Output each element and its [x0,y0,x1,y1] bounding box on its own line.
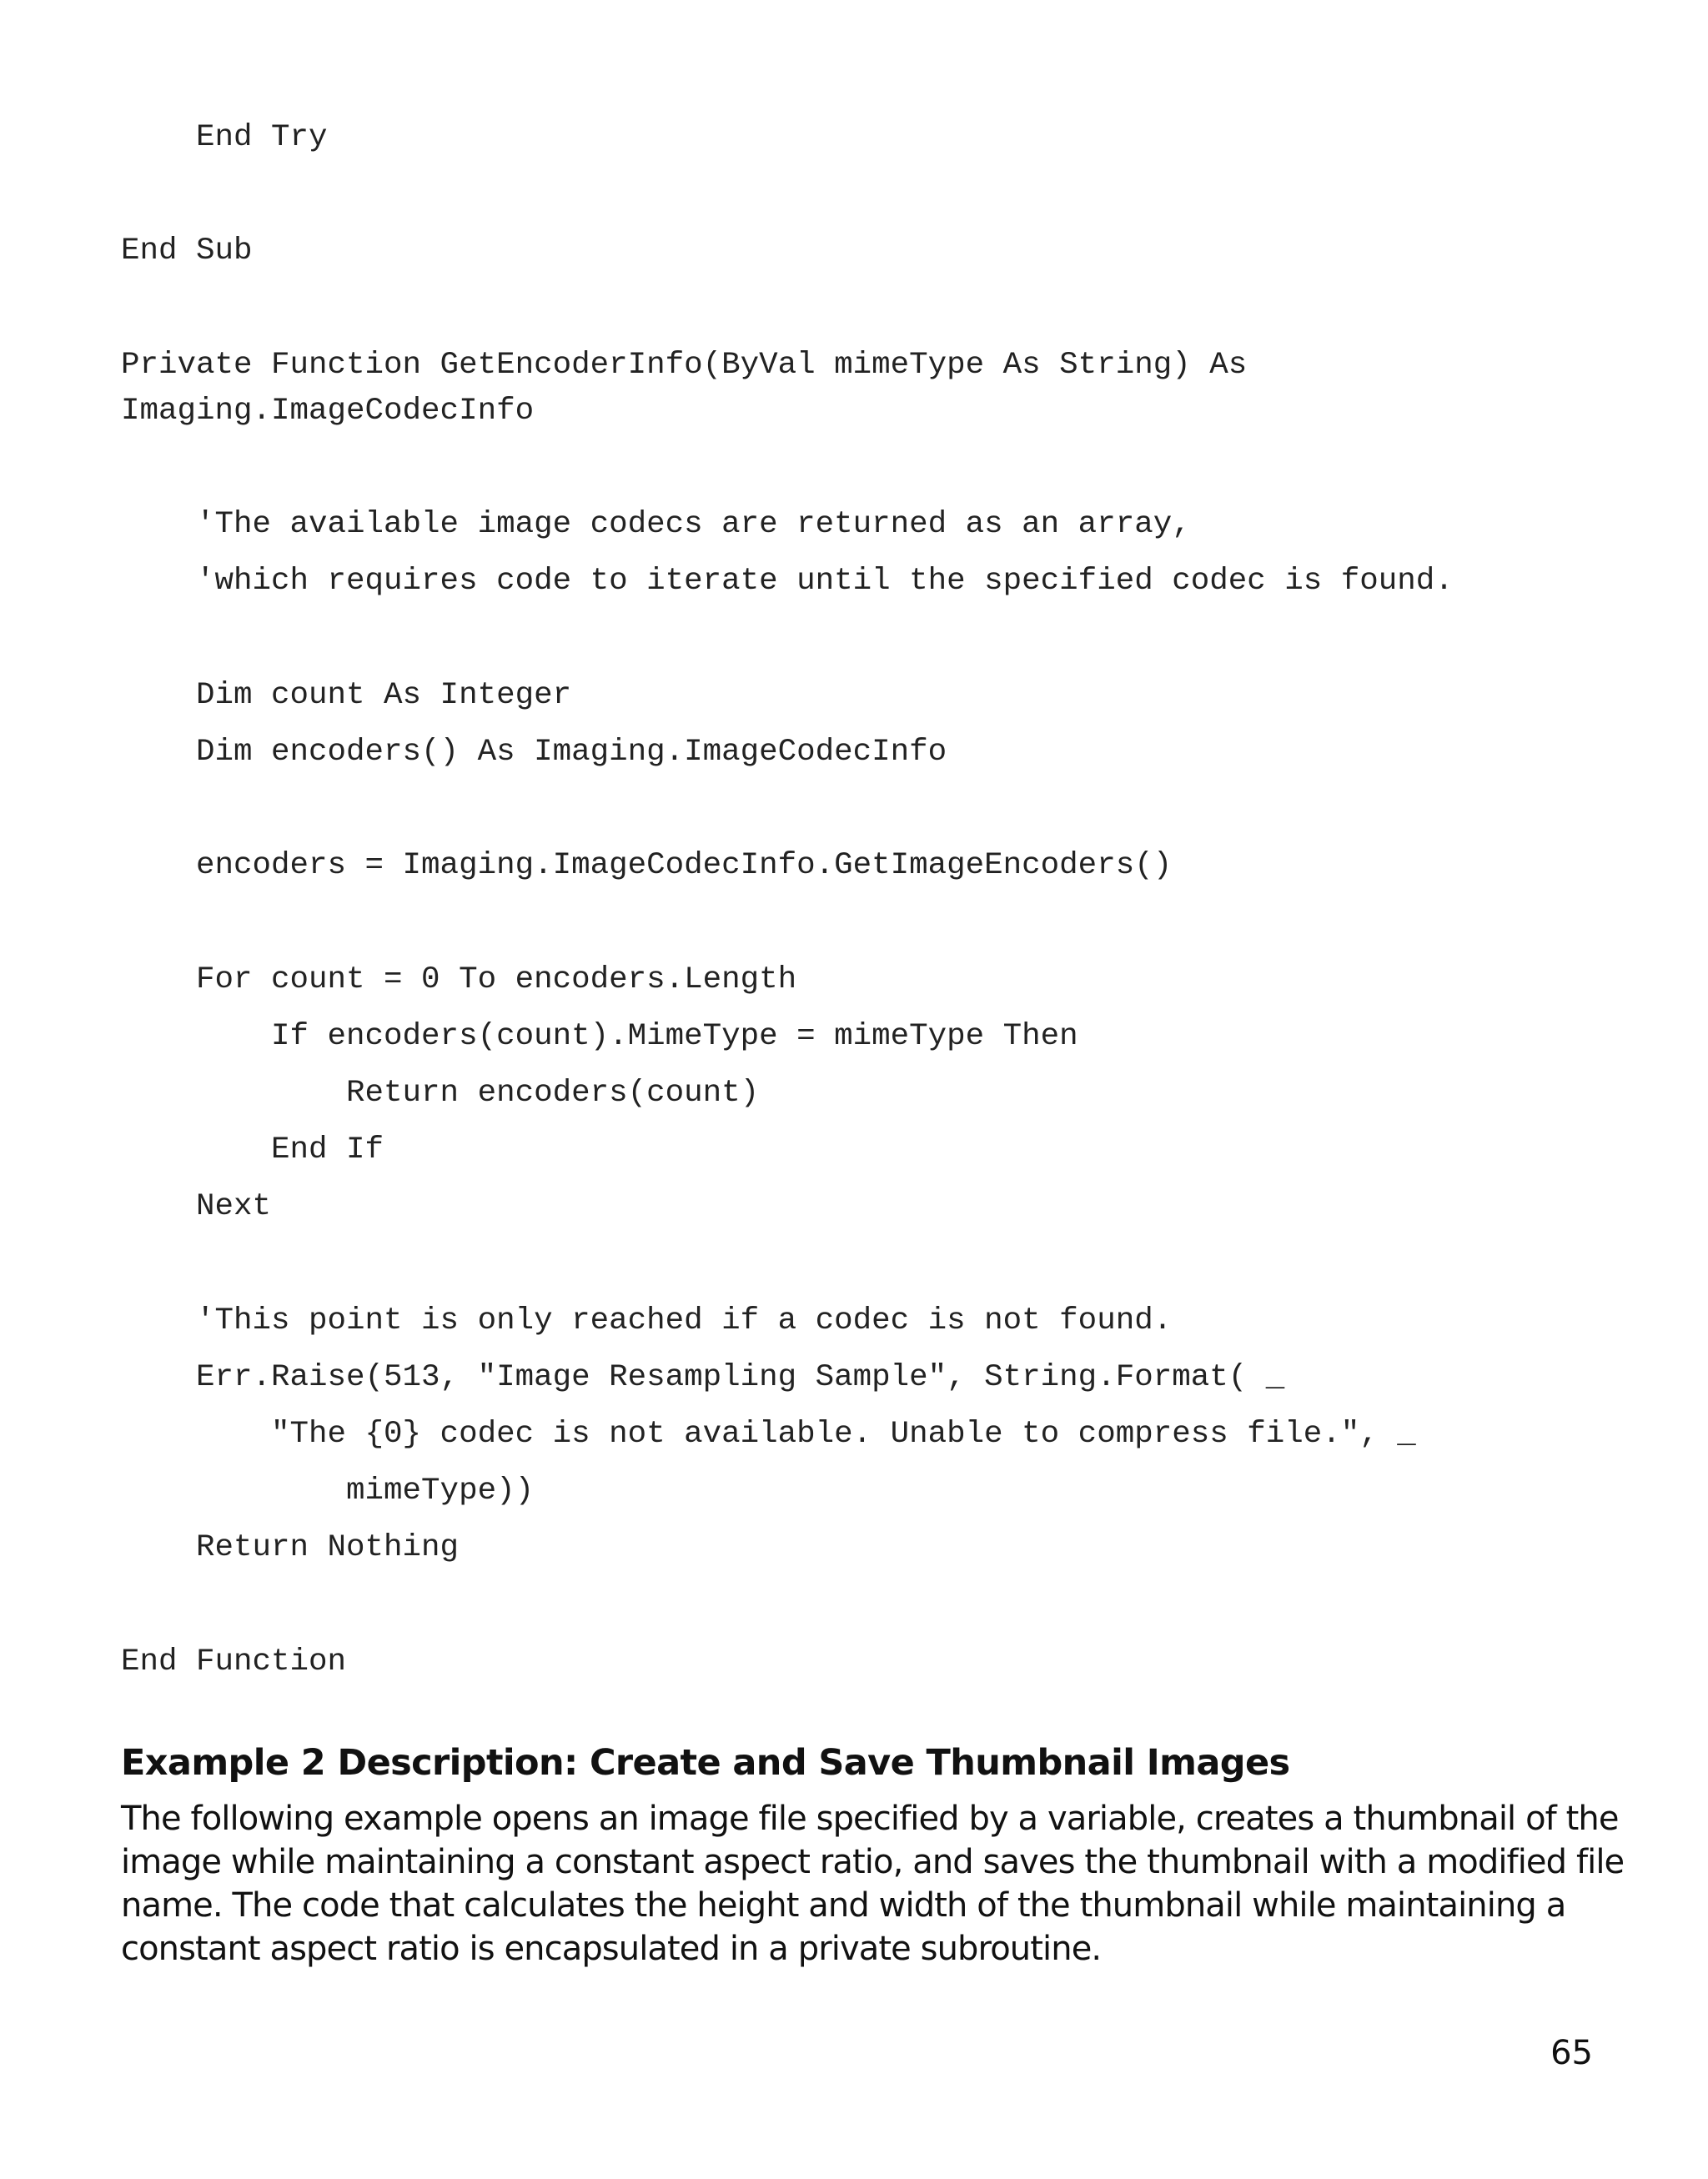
code-line: 'The available image codecs are returned as an array, [121,507,1191,542]
code-line: "The {0} codec is not available. Unable to compress file.", _ [121,1417,1416,1452]
paragraph-line: name. The code that calculates the height and width of the thumbnail while maintaining a [121,1886,1566,1925]
code-line: Dim count As Integer [121,678,572,713]
code-line: 'which requires code to iterate until the specified codec is found. [121,564,1454,599]
code-line: End Sub [121,233,253,269]
code-line: Private Function GetEncoderInfo(ByVal mimeType As String) As [121,348,1248,383]
code-line: Err.Raise(513, "Image Resampling Sample", String.Format( _ [121,1360,1285,1395]
section-heading: Example 2 Description: Create and Save Thumbnail Images [121,1742,1290,1784]
code-line: mimeType)) [121,1474,535,1509]
code-line: Return Nothing [121,1530,460,1565]
code-line: End Function [121,1644,347,1679]
code-line: If encoders(count).MimeType = mimeType Then [121,1019,1078,1054]
paragraph-line: The following example opens an image file specified by a variable, creates a thumbnail of the [121,1800,1619,1838]
code-line: Imaging.ImageCodecInfo [121,394,535,429]
page-number: 65 [1550,2034,1593,2072]
code-line: Return encoders(count) [121,1076,760,1111]
paragraph-line: constant aspect ratio is encapsulated in a private subroutine. [121,1930,1102,1968]
code-line: For count = 0 To encoders.Length [121,962,797,997]
code-line: 'This point is only reached if a codec is not found. [121,1303,1173,1338]
code-line: End If [121,1132,384,1167]
code-line: Dim encoders() As Imaging.ImageCodecInfo [121,735,947,770]
paragraph-line: image while maintaining a constant aspect ratio, and saves the thumbnail with a modified file [121,1843,1625,1881]
code-line: encoders = Imaging.ImageCodecInfo.GetImageEncoders() [121,848,1173,883]
code-line: Next [121,1189,272,1224]
code-line: End Try [121,120,328,155]
